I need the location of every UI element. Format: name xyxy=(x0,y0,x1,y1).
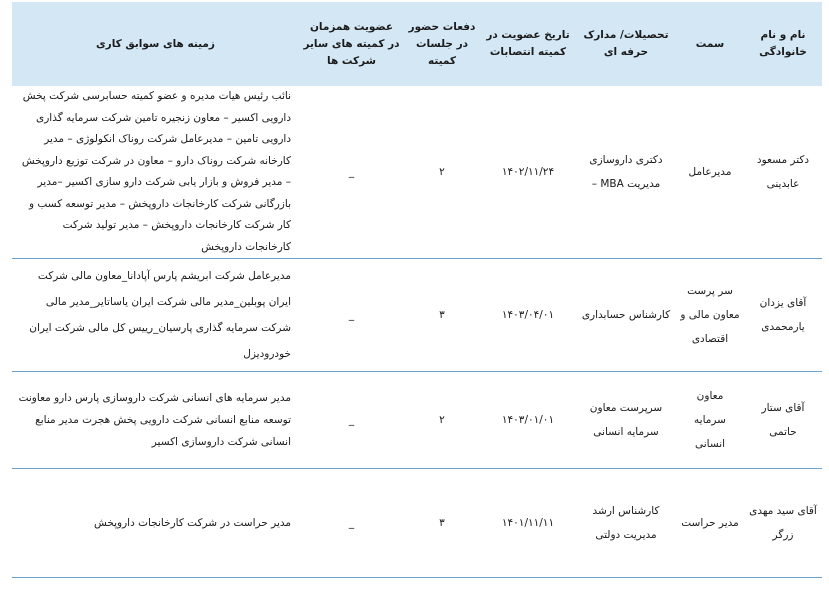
cell-membership-date: ۱۴۰۳/۰۴/۰۱ xyxy=(480,259,576,372)
header-attendance: دفعات حضور در جلسات کمیته xyxy=(404,2,480,86)
cell-position: مدیرعامل xyxy=(676,86,744,259)
cell-education: دکتری داروسازی مدیریت MBA – xyxy=(576,86,676,259)
cell-experience: نائب رئیس هیات مدیره و عضو کمیته حسابرسی شرکت پخش دارویی اکسیر – معاون زنجیره تامین شرکت سرمایه گذاری دارویی تامین – مدیرعامل شرکت روناک انکولوژی – مدیر کارخانه شرکت روناک دارو – معاون در شرکت توزیع داروپخش – مدیر فروش و بازار یابی شرکت دارو سازی اکسیر –مدیر بازرگانی شرکت کارخانجات داروپخش – مدیر توسعه کسب و کار شرکت کارخانجات داروپخش – مدیر تولید شرکت کارخانجات داروپخش xyxy=(12,86,299,259)
cell-experience: مدیر حراست در شرکت کارخانجات داروپخش xyxy=(12,469,299,578)
cell-position: سر پرست معاون مالی و اقتصادی xyxy=(676,259,744,372)
cell-education: سرپرست معاون سرمایه انسانی xyxy=(576,372,676,469)
cell-membership-date: ۱۴۰۲/۱۱/۲۴ xyxy=(480,86,576,259)
header-name: نام و نام خانوادگی xyxy=(744,2,822,86)
cell-education: کارشناس حسابداری xyxy=(576,259,676,372)
cell-name: آقای ستار حاتمی xyxy=(744,372,822,469)
header-education: تحصیلات/ مدارک حرفه ای xyxy=(576,2,676,86)
cell-attendance: ۳ xyxy=(404,469,480,578)
cell-experience: مدیرعامل شرکت ابریشم پارس آپادانا_معاون مالی شرکت ایران پوبلین_مدیر مالی شرکت ایران یاساتایر_مدیر مالی شرکت سرمایه گذاری پارسیان_رییس کل مالی شرکت ایران خودرودیزل xyxy=(12,259,299,372)
cell-attendance: ۳ xyxy=(404,259,480,372)
header-position: سمت xyxy=(676,2,744,86)
cell-position: معاون سرمایه انسانی xyxy=(676,372,744,469)
header-experience: زمینه های سوابق کاری xyxy=(12,2,299,86)
cell-membership-date: ۱۴۰۱/۱۱/۱۱ xyxy=(480,469,576,578)
cell-name: آقای یزدان یارمحمدی xyxy=(744,259,822,372)
cell-other-committees: _ xyxy=(299,259,404,372)
table-row xyxy=(12,469,822,578)
committee-members-table xyxy=(12,2,822,578)
cell-other-committees: _ xyxy=(299,469,404,578)
cell-membership-date: ۱۴۰۳/۰۱/۰۱ xyxy=(480,372,576,469)
table-row xyxy=(12,86,822,259)
table-row xyxy=(12,372,822,469)
cell-name: آقای سید مهدی زرگر xyxy=(744,469,822,578)
cell-attendance: ۲ xyxy=(404,86,480,259)
table-row xyxy=(12,259,822,372)
cell-education: کارشناس ارشد مدیریت دولتی xyxy=(576,469,676,578)
cell-other-committees: _ xyxy=(299,86,404,259)
cell-position: مدیر حراست xyxy=(676,469,744,578)
header-other-committees: عضویت همزمان در کمیته های سایر شرکت ها xyxy=(299,2,404,86)
header-row xyxy=(12,2,822,86)
cell-attendance: ۲ xyxy=(404,372,480,469)
cell-name: دکتر مسعود عابدینی xyxy=(744,86,822,259)
cell-experience: مدیر سرمایه های انسانی شرکت داروسازی پارس دارو معاونت توسعه منابع انسانی شرکت دارویی پخش هجرت مدیر منابع انسانی شرکت داروسازی اکسیر xyxy=(12,372,299,469)
header-membership-date: تاریخ عضویت در کمیته انتصابات xyxy=(480,2,576,86)
cell-other-committees: _ xyxy=(299,372,404,469)
